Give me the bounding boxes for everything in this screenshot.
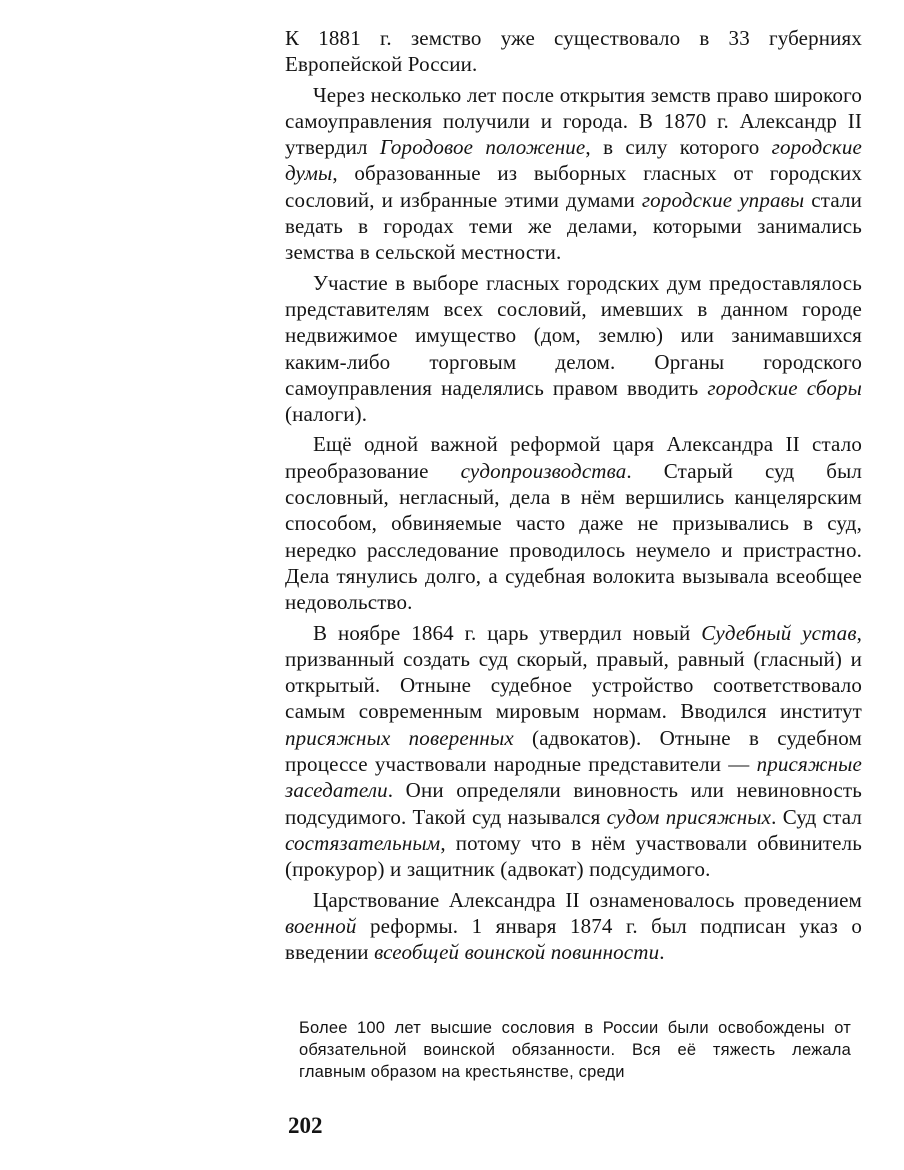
- text-run: Через несколько лет после открытия земств право широкого самоуправления получили и города. В 1870 г. Александр II утвердил: [285, 82, 862, 160]
- paragraph: [285, 270, 862, 428]
- text-run: . Суд стал: [771, 804, 863, 829]
- text-run: , призванный создать суд скорый, правый, равный (гласный) и открытый. Отныне судебное устройство соответствовало самым современным мировым нормам. Вводился институт: [285, 620, 863, 724]
- text-run: , образованные из выборных гласных от городских сословий, и избранные этими думами: [285, 161, 862, 212]
- text-run: Участие в выборе гласных городских дум предоставлялось представителям всех сословий, имевших в данном городе недвижимое имущество (дом, землю) или занимавшихся каким-либо торговым делом. Органы городского самоуправления наделялись правом вводить: [285, 270, 862, 400]
- italic-term: присяжных поверенных: [285, 725, 514, 750]
- italic-term: судопроизводства: [460, 458, 627, 483]
- italic-term: присяжные заседатели: [285, 752, 862, 803]
- italic-term: городские думы: [285, 135, 862, 186]
- text-run: (адвокатов). Отныне в судебном процессе участвовали народные представители —: [285, 725, 862, 777]
- italic-term: Судебный устав: [701, 620, 857, 645]
- text-run: , потому что в нём участвовали обвинитель (прокурор) и защитник (адвокат) подсудимого.: [285, 830, 862, 882]
- text-run: , в силу которого: [585, 135, 772, 160]
- text-run: .: [659, 940, 665, 965]
- text-run: Ещё одной важной реформой царя Александра II стало преобразование: [285, 432, 862, 483]
- text-run: . Старый суд был сословный, негласный, дела в нём вершились канцелярским способом, обвиняемые часто даже не призывались в суд, нередко расследование проводилось неумело и пристрастно. Дела тянулись долго, а судебная волокита вызывала всеобщее недовольство.: [285, 458, 862, 615]
- italic-term: Городовое положение: [379, 135, 586, 160]
- text-run: стали ведать в городах теми же делами, которыми занимались земства в сельской местности.: [285, 187, 862, 265]
- paragraph: [285, 82, 862, 266]
- main-text-column: [285, 25, 862, 969]
- italic-term: всеобщей воинской повинности: [374, 940, 660, 965]
- sidebar-note-text: Более 100 лет высшие сословия в России были освобождены от обязательной воинской обязанности. Вся её тяжесть лежала главным образом на крестьянстве, среди: [299, 1019, 851, 1081]
- paragraph: [285, 887, 862, 966]
- sidebar-note: [299, 1017, 851, 1083]
- page-number: 202: [288, 1113, 323, 1138]
- text-run: . Они определяли виновность или невиновность подсудимого. Такой суд назывался: [285, 778, 862, 829]
- italic-term: городские сборы: [707, 375, 862, 400]
- italic-term: военной: [285, 913, 357, 938]
- paragraph: [285, 25, 862, 78]
- paragraph: [285, 431, 862, 615]
- italic-term: городские управы: [641, 187, 805, 212]
- text-run: (налоги).: [285, 402, 368, 427]
- italic-term: состязательным: [285, 830, 441, 855]
- text-run: К 1881 г. земство уже существовало в 33 губерниях Европейской России.: [285, 26, 862, 77]
- italic-term: судом присяжных: [606, 804, 772, 829]
- paragraph: [285, 620, 862, 883]
- text-run: реформы. 1 января 1874 г. был подписан указ о введении: [285, 913, 862, 965]
- text-run: В ноябре 1864 г. царь утвердил новый: [313, 620, 702, 645]
- text-run: Царствование Александра II ознаменовалось проведением: [313, 887, 862, 912]
